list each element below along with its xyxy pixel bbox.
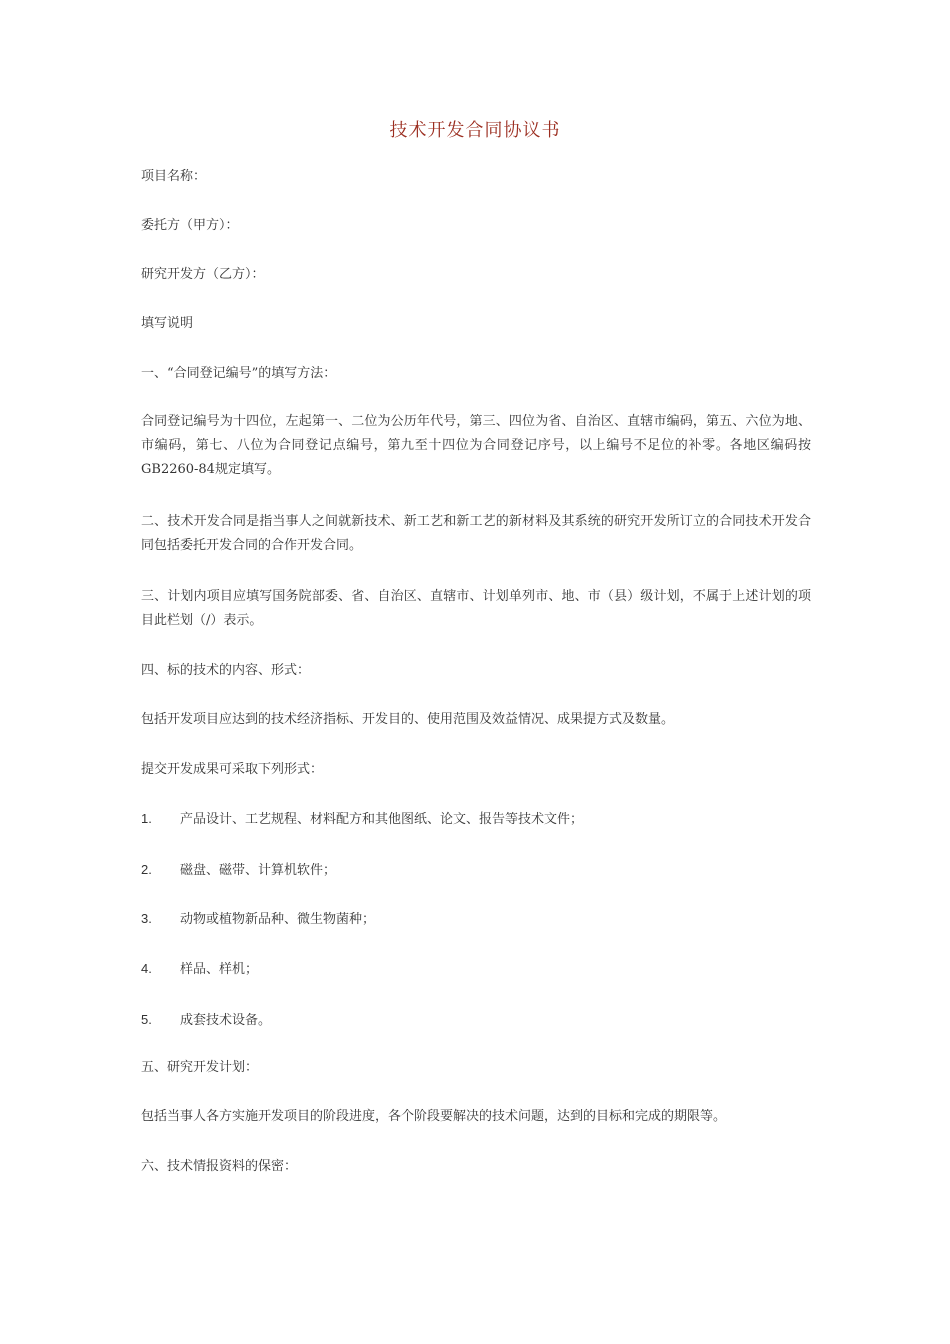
list-item [141,858,811,882]
section4-forms-intro: 提交开发成果可采取下列形式： [141,762,324,777]
list-item [141,907,811,931]
list-item-number: 5. [141,1012,152,1027]
list-item-number: 1. [141,811,152,826]
list-item [141,807,811,831]
instructions-heading: 填写说明 [141,316,194,331]
section5-heading: 五、研究开发计划： [141,1060,259,1075]
section5-body: 包括当事人各方实施开发项目的阶段进度，各个阶段要解决的技术问题，达到的目标和完成的期限等。 [141,1109,727,1124]
client-party-field: 委托方（甲方）： [141,218,239,233]
list-item [141,1008,811,1032]
list-item-number: 2. [141,862,152,877]
section1-body: 合同登记编号为十四位，左起第一、二位为公历年代号，第三、四位为省、自治区、直辖市编码，第五、六位为地、市编码，第七、八位为合同登记点编号，第九至十四位为合同登记序号，以上编号不足位的补零。各地区编码按GB2260-84规定填写。 [141,414,811,477]
list-item-text: 产品设计、工艺规程、材料配方和其他图纸、论文、报告等技术文件； [180,812,584,827]
section4-heading: 四、标的技术的内容、形式： [141,663,311,678]
list-item-number: 4. [141,961,152,976]
list-item-text: 动物或植物新品种、微生物菌种； [180,912,376,927]
section2-paragraph: 二、技术开发合同是指当事人之间就新技术、新工艺和新工艺的新材料及其系统的研究开发所订立的合同技术开发合同包括委托开发合同的合作开发合同。 [141,514,811,553]
section4-body: 包括开发项目应达到的技术经济指标、开发目的、使用范围及效益情况、成果提方式及数量。 [141,712,675,727]
document-title: 技术开发合同协议书 [389,120,561,141]
section3-paragraph: 三、计划内项目应填写国务院部委、省、自治区、直辖市、计划单列市、地、市（县）级计划，不属于上述计划的项目此栏划（/）表示。 [141,589,811,628]
project-name-field: 项目名称： [141,169,207,184]
list-item-text: 磁盘、磁带、计算机软件； [180,863,337,878]
section1-heading: 一、“合同登记编号”的填写方法： [141,366,337,381]
list-item [141,957,811,981]
list-item-text: 成套技术设备。 [180,1013,272,1028]
section6-heading: 六、技术情报资料的保密： [141,1159,298,1174]
list-item-number: 3. [141,911,152,926]
developer-party-field: 研究开发方（乙方）： [141,267,265,282]
list-item-text: 样品、样机； [180,962,259,977]
